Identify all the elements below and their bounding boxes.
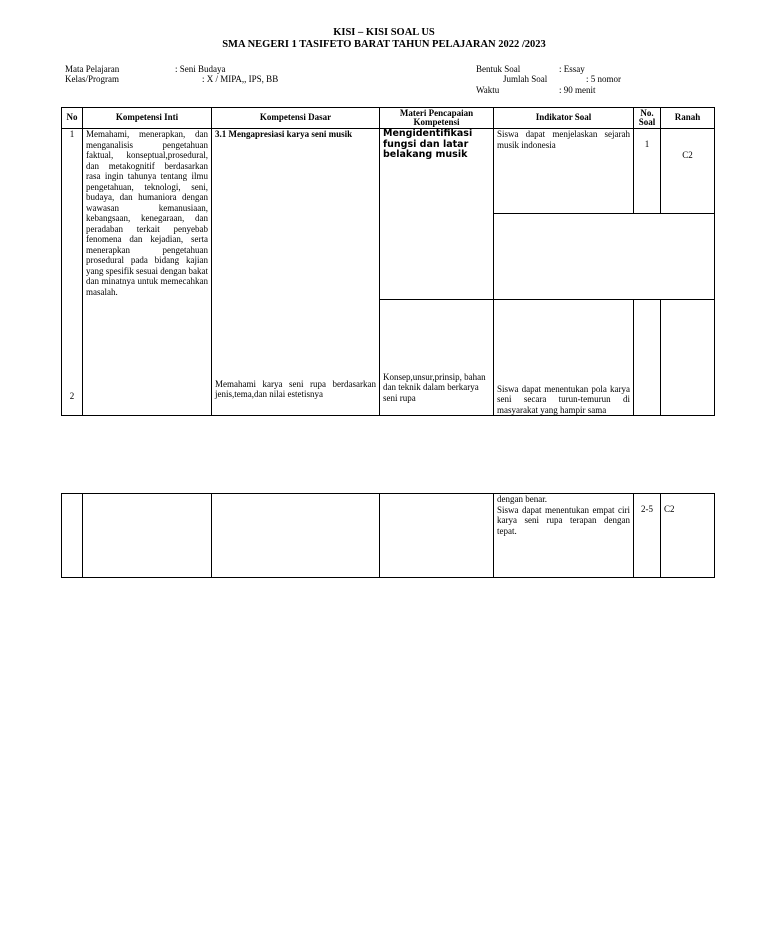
kompetensi-dasar-cell	[212, 129, 380, 416]
spacer	[215, 140, 376, 379]
table-row	[62, 129, 715, 214]
spacer	[65, 140, 79, 391]
header-materi: Materi Pencapaian Kompetensi	[380, 108, 494, 129]
waktu-label: Waktu	[476, 85, 500, 95]
empty-cell	[380, 494, 494, 578]
header-no-soal: No. Soal	[634, 108, 661, 129]
empty-cell	[83, 494, 212, 578]
header-kompetensi-dasar: Kompetensi Dasar	[212, 108, 380, 129]
indikator-cell-2: Siswa dapat menentukan pola karya seni secara turun-temurun di masyarakat yang hampir sama	[494, 300, 634, 416]
kompetensi-inti-cell: Memahami, menerapkan, dan menganalisis pengetahuan faktual, konseptual,prosedural, dan metakognitif berdasarkan rasa ingin tahunya tentang ilmu pengetahuan, teknologi, seni, budaya, dan humaniora dengan wawasan kemanusiaan, kebangsaan, kenegaraan, dan peradaban terkait penyebab fenomena dan kejadian, serta menerapkan pengetahuan prosedural pada bidang kajian yang spesifik sesuai dengan bakat dan minatnya untuk memecahkan masalah.	[83, 129, 212, 416]
waktu-value: : 90 menit	[559, 85, 596, 95]
ranah-cell-1: C2	[661, 129, 715, 214]
no-soal-cell-2	[634, 300, 661, 416]
row-number	[62, 129, 83, 416]
mapel-value: : Seni Budaya	[175, 64, 226, 74]
row-number-1: 1	[69, 129, 75, 139]
materi-cell-2: Konsep,unsur,prinsip, bahan dan teknik dalam berkarya seni rupa	[380, 300, 494, 416]
jumlah-label: Jumlah Soal	[503, 74, 548, 84]
empty-cell	[212, 494, 380, 578]
document-subtitle: SMA NEGERI 1 TASIFETO BARAT TAHUN PELAJARAN 2022 /2023	[222, 39, 546, 50]
table-row	[62, 494, 715, 578]
materi-cell-1: Mengidentifikasi fungsi dan latar belakang musik	[380, 129, 494, 300]
header-indikator: Indikator Soal	[494, 108, 634, 129]
empty-cell	[494, 214, 715, 300]
jumlah-value: : 5 nomor	[586, 74, 621, 84]
indikator-cell-1: Siswa dapat menjelaskan sejarah musik indonesia	[494, 129, 634, 214]
header-ranah: Ranah	[661, 108, 715, 129]
bentuk-value: : Essay	[559, 64, 585, 74]
bentuk-label: Bentuk Soal	[476, 64, 521, 74]
mapel-label: Mata Pelajaran	[65, 64, 120, 74]
document-title: KISI – KISI SOAL US	[333, 27, 435, 38]
empty-cell	[62, 494, 83, 578]
kelas-value: : X / MIPA,, IPS, BB	[202, 74, 279, 84]
kelas-label: Kelas/Program	[65, 74, 119, 84]
row-number-2: 2	[69, 390, 75, 401]
kd-2: Memahami karya seni rupa berdasarkan jenis,tema,dan nilai estetisnya	[215, 378, 376, 399]
indikator-next: Siswa dapat menentukan empat ciri karya seni rupa terapan dengan tepat.	[497, 504, 630, 536]
table-header-row	[62, 108, 715, 129]
no-soal-next: 2-5	[634, 494, 661, 578]
header-no: No	[62, 108, 83, 129]
no-soal-cell-1: 1	[634, 129, 661, 214]
ranah-next: C2	[661, 494, 715, 578]
indikator-continuation-cell	[494, 494, 634, 578]
kd-1: 3.1 Mengapresiasi karya seni musik	[215, 129, 353, 139]
ranah-cell-2	[661, 300, 715, 416]
kisi-table-continuation	[61, 493, 715, 578]
kisi-table	[61, 107, 715, 416]
indikator-continuation: dengan benar.	[497, 494, 547, 504]
header-kompetensi-inti: Kompetensi Inti	[83, 108, 212, 129]
